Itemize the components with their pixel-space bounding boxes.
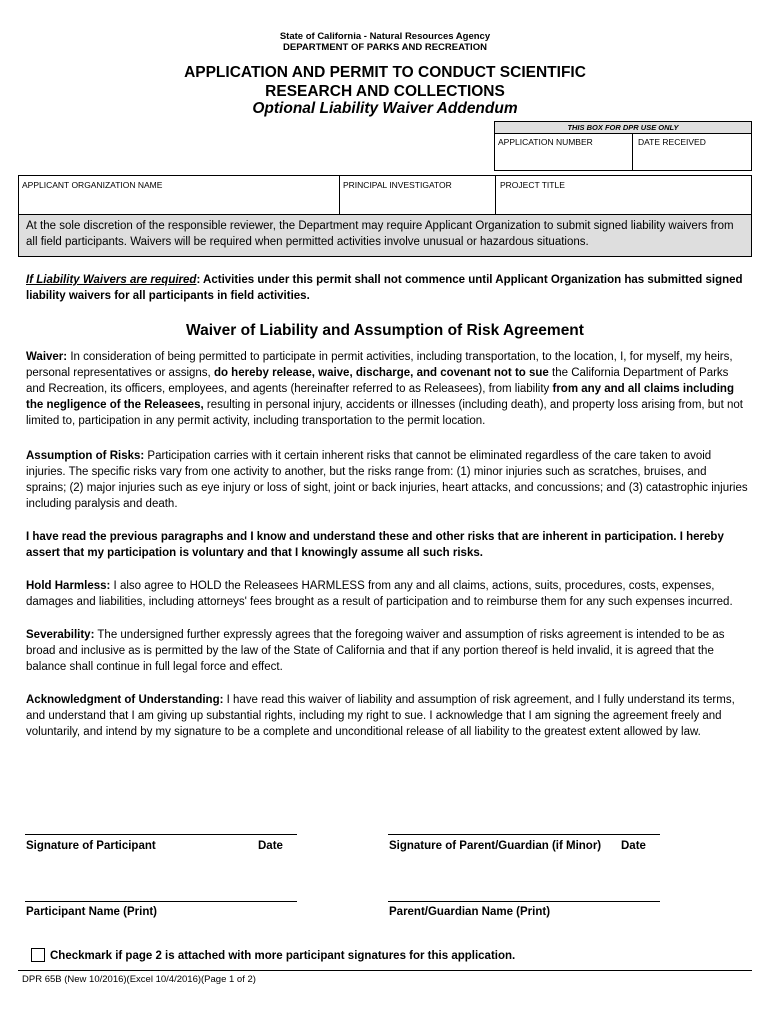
info-divider-1 — [339, 176, 340, 214]
waiver-text-1: In consideration of being permitted to participate in permit activities, including transportation, to the location, I, for myself, my heirs, personal representatives or assigns, — [26, 351, 733, 379]
form-identifier: DPR 65B (New 10/2016)(Excel 10/4/2016)(Page 1 of 2) — [22, 974, 256, 985]
hold-harmless-text: I also agree to HOLD the Releasees HARMLESS from any and all claims, actions, suits, procedures, costs, expenses, damages and liabilities, including attorneys' fees brought as a result of participation and to reimburse them for any such expenses incurred. — [26, 580, 733, 608]
agreement-title: Waiver of Liability and Assumption of Risk Agreement — [186, 322, 584, 339]
form-title — [0, 63, 770, 101]
risk-acknowledgement: I have read the previous paragraphs and I know and understand these and other risks that are inherent in participation. I hereby assert that my participation is voluntary and that I knowingly assume all such risks. — [26, 531, 724, 559]
waiver-text-2: the California Department of Parks and Recreation, its officers, employees, and agents (hereinafter referred to as Releasees), from liability — [26, 367, 729, 395]
participant-signature-label: Signature of Participant — [26, 840, 156, 852]
assumption-label: Assumption of Risks: — [26, 450, 145, 462]
title-line-1: APPLICATION AND PERMIT TO CONDUCT SCIENTIFIC — [184, 64, 586, 81]
assumption-text: Participation carries with it certain inherent risks that cannot be eliminated regardless of the care taken to avoid injuries. The specific risks vary from one activity to another, but the risks range from: (1) minor injuries such as scratches, bruises, and sprains; (2) major injuries such as eye injury or loss of sight, joint or back injuries, heart attacks, and concussions; and (3) catastrophic injuries including paralysis and death. — [26, 450, 748, 510]
requirement-lead: If Liability Waivers are required — [26, 274, 197, 286]
dpr-box-divider — [632, 133, 633, 171]
hold-harmless-paragraph — [26, 578, 748, 610]
acknowledgment-paragraph — [26, 692, 748, 740]
guardian-date-label: Date — [621, 840, 646, 852]
guardian-name-line[interactable] — [388, 901, 660, 902]
title-line-2: RESEARCH AND COLLECTIONS — [265, 83, 505, 100]
requirement-text: : Activities under this permit shall not commence until Applicant Organization has submitted signed liability waivers for all participants in field activities. — [26, 274, 743, 302]
info-divider-2 — [495, 176, 496, 214]
discretion-notice: At the sole discretion of the responsible reviewer, the Department may require Applicant Organization to submit signed liability waivers from all field participants. Waivers will be required when permitted activities involve unusual or hazardous situations. — [18, 214, 752, 257]
participant-date-label: Date — [258, 840, 283, 852]
date-received-field[interactable]: DATE RECEIVED — [638, 137, 706, 147]
severability-text: The undersigned further expressly agrees that the foregoing waiver and assumption of risks agreement is intended to be as broad and inclusive as is permitted by the law of the State of California and that if any portion thereof is held invalid, it is agreed that the balance shall continue in full legal force and effect. — [26, 629, 725, 673]
org-name-field[interactable]: APPLICANT ORGANIZATION NAME — [22, 180, 163, 190]
hold-harmless-label: Hold Harmless: — [26, 580, 111, 592]
footer-rule — [18, 970, 752, 971]
form-subtitle: Optional Liability Waiver Addendum — [252, 100, 518, 117]
project-title-field[interactable]: PROJECT TITLE — [500, 180, 565, 190]
guardian-name-label: Parent/Guardian Name (Print) — [389, 906, 551, 918]
agency-header — [0, 31, 770, 53]
acknowledgment-text: I have read this waiver of liability and assumption of risk agreement, and I fully understand its terms, and understand that I am giving up substantial rights, including my right to sue. I acknowledge that I am signing the agreement freely and voluntarily, and intend by my signature to be a complete and unconditional release of all liability to the greatest extent allowed by law. — [26, 694, 735, 738]
waiver-paragraph — [26, 349, 748, 429]
agency-line-1: State of California - Natural Resources Agency — [279, 31, 491, 42]
participant-name-line[interactable] — [25, 901, 297, 902]
principal-investigator-field[interactable]: PRINCIPAL INVESTIGATOR — [343, 180, 452, 190]
agency-line-2: DEPARTMENT OF PARKS AND RECREATION — [283, 42, 487, 53]
participant-signature-line[interactable] — [25, 834, 297, 835]
assumption-paragraph — [26, 448, 748, 512]
waiver-text-3: resulting in personal injury, accidents or illnesses (including death), and property loss arising from, but not limited to, participation in any permit activity, including transportation to the permit location. — [26, 399, 743, 427]
applicant-info-table — [18, 175, 752, 215]
dpr-box-header: THIS BOX FOR DPR USE ONLY — [495, 122, 751, 134]
checkbox-label: Checkmark if page 2 is attached with more participant signatures for this application. — [50, 950, 516, 962]
application-number-field[interactable]: APPLICATION NUMBER — [498, 137, 593, 147]
page-2-attached-checkbox[interactable] — [31, 948, 45, 962]
acknowledgment-label: Acknowledgment of Understanding: — [26, 694, 224, 706]
severability-label: Severability: — [26, 629, 95, 641]
guardian-signature-line[interactable] — [388, 834, 660, 835]
dpr-use-box — [494, 121, 752, 171]
waiver-label: Waiver: — [26, 351, 68, 363]
guardian-signature-label: Signature of Parent/Guardian (if Minor) — [389, 840, 602, 852]
waiver-bold-2: from any and all claims including the negligence of the Releasees, — [26, 383, 734, 411]
waiver-bold-1: do hereby release, waive, discharge, and covenant not to sue — [213, 367, 549, 379]
participant-name-label: Participant Name (Print) — [26, 906, 157, 918]
severability-paragraph — [26, 627, 748, 675]
waiver-requirement — [26, 272, 746, 304]
